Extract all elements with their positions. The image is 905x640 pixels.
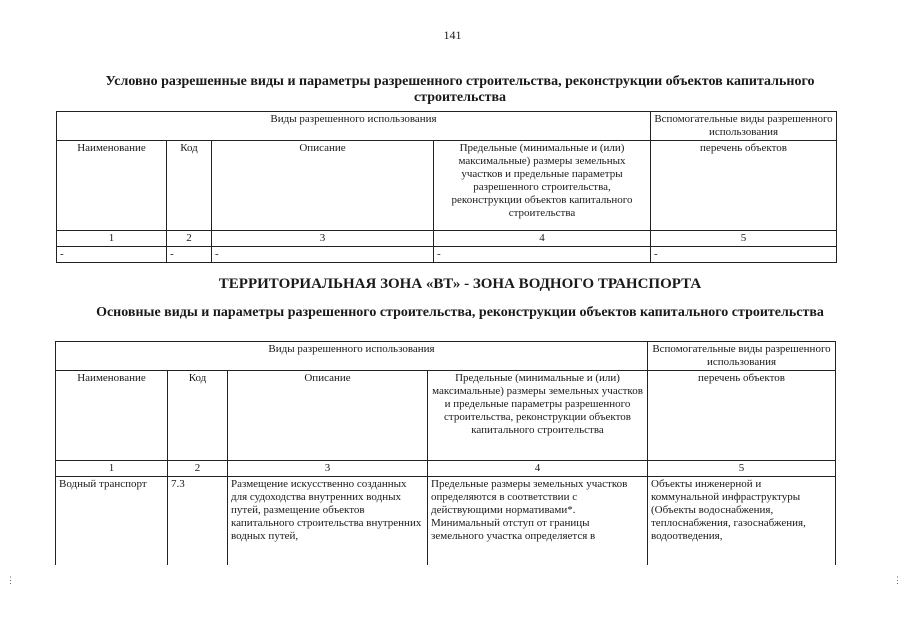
- col-number: 5: [648, 461, 836, 477]
- col-number: 5: [651, 231, 837, 247]
- header-group-aux: Вспомогательные виды разрешенного использования: [648, 342, 836, 371]
- zone-title: ТЕРРИТОРИАЛЬНАЯ ЗОНА «ВТ» - ЗОНА ВОДНОГО ТРАНСПОРТА: [218, 276, 702, 292]
- main-use-table: [55, 341, 836, 565]
- section-title-main: Основные виды и параметры разрешенного строительства, реконструкции объектов капитального строительства: [96, 305, 824, 320]
- page-number: 141: [443, 28, 462, 42]
- header-parameters: Предельные (минимальные и (или) максимальные) размеры земельных участков и предельные параметры разрешенного строительства, реконструкции объектов капитального строительства: [434, 141, 651, 231]
- scan-edge-mark: ⋮: [6, 575, 15, 585]
- col-number: 2: [168, 461, 228, 477]
- use-name-cell: Водный транспорт: [56, 477, 168, 565]
- header-code: Код: [168, 371, 228, 461]
- conditional-use-table: [56, 111, 837, 263]
- col-number: 4: [434, 231, 651, 247]
- header-name: Наименование: [57, 141, 167, 231]
- col-number: 3: [212, 231, 434, 247]
- header-parameters: Предельные (минимальные и (или) максимальные) размеры земельных участков и предельные параметры разрешенного строительства, реконструкции объектов капитального строительства: [428, 371, 648, 461]
- header-group-aux: Вспомогательные виды разрешенного использования: [651, 112, 837, 141]
- header-aux-objects: перечень объектов: [651, 141, 837, 231]
- col-number: 2: [167, 231, 212, 247]
- header-group-main: Виды разрешенного использования: [57, 112, 651, 141]
- header-description: Описание: [212, 141, 434, 231]
- col-number: 1: [57, 231, 167, 247]
- use-code-cell: 7.3: [168, 477, 228, 565]
- col-number: 3: [228, 461, 428, 477]
- scan-edge-mark: ⋮: [893, 575, 902, 585]
- section-title-conditional: Условно разрешенные виды и параметры разрешенного строительства, реконструкции объектов капитального строительства: [105, 74, 815, 105]
- table-cell: -: [651, 247, 837, 263]
- table-cell: -: [57, 247, 167, 263]
- header-group-main: Виды разрешенного использования: [56, 342, 648, 371]
- use-parameters-cell: Предельные размеры земельных участков определяются в соответствии с действующими нормативами*. Минимальный отступ от границы земельного участка определяется в: [428, 477, 648, 565]
- header-name: Наименование: [56, 371, 168, 461]
- header-aux-objects: перечень объектов: [648, 371, 836, 461]
- use-description-cell: Размещение искусственно созданных для судоходства внутренних водных путей, размещение объектов капитального строительства внутренних водных путей,: [228, 477, 428, 565]
- table-cell: -: [167, 247, 212, 263]
- table-cell: -: [212, 247, 434, 263]
- header-code: Код: [167, 141, 212, 231]
- col-number: 4: [428, 461, 648, 477]
- col-number: 1: [56, 461, 168, 477]
- header-description: Описание: [228, 371, 428, 461]
- use-aux-objects-cell: Объекты инженерной и коммунальной инфраструктуры (Объекты водоснабжения, теплоснабжения, газоснабжения, водоотведения,: [648, 477, 836, 565]
- table-cell: -: [434, 247, 651, 263]
